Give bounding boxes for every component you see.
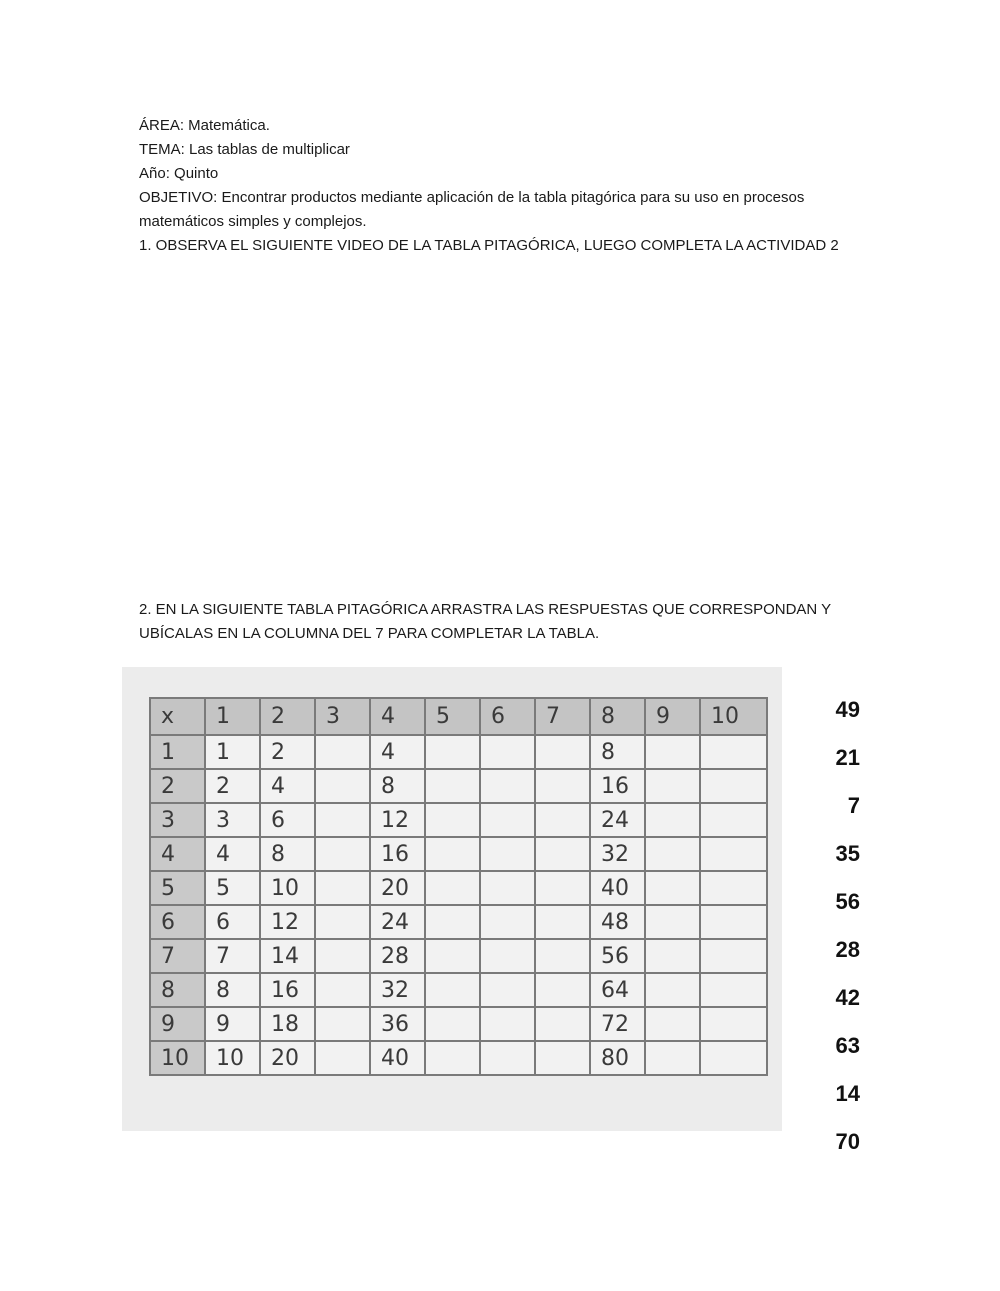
answer-tile[interactable]: 7 <box>847 793 860 818</box>
table-row <box>150 973 767 1007</box>
table-cell <box>425 1007 480 1041</box>
table-cell <box>700 1041 767 1075</box>
table-cell <box>700 1007 767 1041</box>
table-cell: 20 <box>370 871 425 905</box>
table-header-cell: x <box>150 698 205 735</box>
area-line: ÁREA: Matemática. <box>139 117 270 134</box>
table-row-header: 8 <box>150 973 205 1007</box>
table-cell <box>480 1041 535 1075</box>
table-cell: 56 <box>590 939 645 973</box>
table-cell: 8 <box>590 735 645 769</box>
table-header-cell: 3 <box>315 698 370 735</box>
table-cell <box>425 803 480 837</box>
table-header-cell: 4 <box>370 698 425 735</box>
table-cell <box>425 905 480 939</box>
answer-tile[interactable]: 14 <box>835 1081 860 1106</box>
table-cell: 2 <box>205 769 260 803</box>
table-row-header: 3 <box>150 803 205 837</box>
table-row <box>150 1007 767 1041</box>
table-cell <box>480 1007 535 1041</box>
table-cell: 20 <box>260 1041 315 1075</box>
table-cell: 1 <box>205 735 260 769</box>
table-row-header: 6 <box>150 905 205 939</box>
table-row <box>150 837 767 871</box>
table-cell: 28 <box>370 939 425 973</box>
instruction-1: 1. OBSERVA EL SIGUIENTE VIDEO DE LA TABLA PITAGÓRICA, LUEGO COMPLETA LA ACTIVIDAD 2 <box>139 237 839 254</box>
drop-slot-col7[interactable] <box>535 837 590 871</box>
table-cell: 14 <box>260 939 315 973</box>
answer-tile[interactable]: 63 <box>835 1033 860 1058</box>
table-cell: 48 <box>590 905 645 939</box>
table-cell <box>480 769 535 803</box>
table-header-cell: 2 <box>260 698 315 735</box>
table-cell <box>425 939 480 973</box>
table-cell <box>700 871 767 905</box>
table-row <box>150 803 767 837</box>
anio-line: Año: Quinto <box>139 165 219 182</box>
table-header-cell: 5 <box>425 698 480 735</box>
table-row-header: 1 <box>150 735 205 769</box>
answer-tile[interactable]: 35 <box>835 841 860 866</box>
table-cell <box>315 803 370 837</box>
table-cell <box>315 973 370 1007</box>
instruction-2: 2. EN LA SIGUIENTE TABLA PITAGÓRICA ARRASTRA LAS RESPUESTAS QUE CORRESPONDAN Y UBÍCALAS EN LA COLUMNA DEL 7 PARA COMPLETAR LA TABLA. <box>139 601 831 642</box>
pythagorean-table <box>149 697 768 1076</box>
table-cell <box>425 735 480 769</box>
table-row-header: 7 <box>150 939 205 973</box>
table-cell <box>700 905 767 939</box>
table-cell <box>425 871 480 905</box>
table-cell <box>425 837 480 871</box>
table-cell: 64 <box>590 973 645 1007</box>
table-cell: 12 <box>260 905 315 939</box>
table-cell <box>480 905 535 939</box>
table-cell: 40 <box>370 1041 425 1075</box>
drop-slot-col7[interactable] <box>535 973 590 1007</box>
worksheet-header <box>139 114 879 258</box>
table-header-cell: 6 <box>480 698 535 735</box>
table-row <box>150 769 767 803</box>
pythagorean-table-image <box>122 667 782 1131</box>
table-cell: 80 <box>590 1041 645 1075</box>
table-header-cell: 1 <box>205 698 260 735</box>
table-cell <box>315 871 370 905</box>
table-row-header: 9 <box>150 1007 205 1041</box>
table-cell <box>700 973 767 1007</box>
drop-slot-col7[interactable] <box>535 769 590 803</box>
table-cell: 2 <box>260 735 315 769</box>
drop-slot-col7[interactable] <box>535 871 590 905</box>
drop-slot-col7[interactable] <box>535 939 590 973</box>
table-cell <box>700 735 767 769</box>
table-cell <box>315 837 370 871</box>
answer-tile[interactable]: 56 <box>835 889 860 914</box>
table-row <box>150 1041 767 1075</box>
table-cell: 8 <box>260 837 315 871</box>
table-cell: 16 <box>590 769 645 803</box>
table-cell <box>315 735 370 769</box>
table-cell <box>315 905 370 939</box>
table-cell <box>480 973 535 1007</box>
table-header-cell: 7 <box>535 698 590 735</box>
table-cell <box>480 871 535 905</box>
table-cell <box>315 1041 370 1075</box>
table-cell <box>645 735 700 769</box>
table-cell: 72 <box>590 1007 645 1041</box>
table-cell <box>645 973 700 1007</box>
table-cell: 4 <box>370 735 425 769</box>
table-cell: 24 <box>370 905 425 939</box>
table-cell <box>645 769 700 803</box>
table-cell: 12 <box>370 803 425 837</box>
table-cell <box>315 1007 370 1041</box>
table-cell: 16 <box>370 837 425 871</box>
table-row <box>150 735 767 769</box>
table-cell <box>645 905 700 939</box>
table-cell: 32 <box>590 837 645 871</box>
table-cell <box>480 939 535 973</box>
table-cell <box>425 769 480 803</box>
drop-slot-col7[interactable] <box>535 1007 590 1041</box>
table-cell: 8 <box>370 769 425 803</box>
table-cell <box>645 871 700 905</box>
table-cell: 10 <box>260 871 315 905</box>
table-cell <box>645 803 700 837</box>
table-row-header: 4 <box>150 837 205 871</box>
table-header-cell: 9 <box>645 698 700 735</box>
drop-slot-col7[interactable] <box>535 803 590 837</box>
tema-line: TEMA: Las tablas de multiplicar <box>139 141 350 158</box>
table-cell: 4 <box>205 837 260 871</box>
table-cell: 40 <box>590 871 645 905</box>
table-cell <box>645 1007 700 1041</box>
answer-bank <box>800 690 860 1170</box>
table-cell <box>480 803 535 837</box>
table-cell <box>645 837 700 871</box>
table-row-header: 10 <box>150 1041 205 1075</box>
drop-slot-col7[interactable] <box>535 1041 590 1075</box>
table-cell: 10 <box>205 1041 260 1075</box>
table-header-cell: 10 <box>700 698 767 735</box>
objetivo-line: OBJETIVO: Encontrar productos mediante aplicación de la tabla pitagórica para su uso en procesos matemáticos simples y complejos. <box>139 189 805 230</box>
table-cell <box>425 1041 480 1075</box>
table-cell: 8 <box>205 973 260 1007</box>
table-cell <box>315 939 370 973</box>
table-cell: 5 <box>205 871 260 905</box>
table-cell: 24 <box>590 803 645 837</box>
table-cell: 9 <box>205 1007 260 1041</box>
answer-tile[interactable]: 21 <box>835 745 860 770</box>
table-row-header: 5 <box>150 871 205 905</box>
answer-tile[interactable]: 70 <box>835 1129 860 1154</box>
table-cell: 6 <box>205 905 260 939</box>
table-cell <box>315 769 370 803</box>
drop-slot-col7[interactable] <box>535 735 590 769</box>
table-cell <box>480 837 535 871</box>
table-cell: 18 <box>260 1007 315 1041</box>
table-row <box>150 905 767 939</box>
table-cell <box>700 769 767 803</box>
table-cell <box>645 939 700 973</box>
answer-tile[interactable]: 49 <box>835 697 860 722</box>
table-cell: 36 <box>370 1007 425 1041</box>
table-row-header: 2 <box>150 769 205 803</box>
table-cell <box>480 735 535 769</box>
table-row <box>150 871 767 905</box>
table-header-row <box>150 698 767 735</box>
table-row <box>150 939 767 973</box>
table-cell: 6 <box>260 803 315 837</box>
table-cell: 7 <box>205 939 260 973</box>
answer-tile[interactable]: 28 <box>835 937 860 962</box>
drop-slot-col7[interactable] <box>535 905 590 939</box>
table-cell: 3 <box>205 803 260 837</box>
table-cell: 4 <box>260 769 315 803</box>
table-cell: 32 <box>370 973 425 1007</box>
table-header-cell: 8 <box>590 698 645 735</box>
table-cell <box>700 939 767 973</box>
answer-tile[interactable]: 42 <box>835 985 860 1010</box>
table-cell <box>425 973 480 1007</box>
table-cell <box>645 1041 700 1075</box>
table-cell: 16 <box>260 973 315 1007</box>
table-cell <box>700 837 767 871</box>
table-cell <box>700 803 767 837</box>
